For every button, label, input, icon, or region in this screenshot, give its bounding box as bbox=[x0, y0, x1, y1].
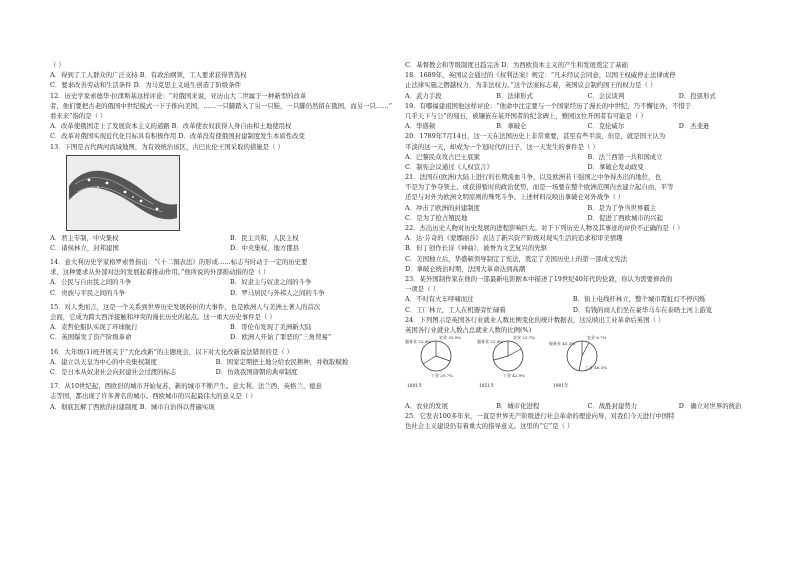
q22-option-b: B．但丁创作长诗《神曲》，被誉为文艺复兴的先驱 bbox=[405, 244, 548, 253]
q23-stem-2: 一项是（ ） bbox=[405, 285, 439, 294]
q13-option-b: B．民主共和，人民主权 bbox=[230, 233, 299, 242]
q21-option-a: A．冲击了欧洲的封建制度 bbox=[405, 203, 480, 212]
q20-option-c: C．制宪会议通过《人权宣言》 bbox=[405, 162, 493, 171]
q23-options-row-1 bbox=[405, 294, 770, 304]
q21-stem-3: 还是与对外为欧洲文明原则的殊死斗争。上述材料反映出拿破仑对外战争（ ） bbox=[405, 193, 625, 202]
q13-option-a: A．君主专制，中央集权 bbox=[50, 233, 119, 242]
q12-options-1: A．改革使俄国走上了发展资本主义的道路 B．改革使农奴获得人身自由和土地使用权 bbox=[50, 122, 292, 131]
q20-options-row-1 bbox=[405, 152, 770, 162]
q23-option-d: D．有钱的商人们坐在豪华马车在泰晤士河上游览 bbox=[572, 305, 713, 314]
q21-options-row-1 bbox=[405, 203, 770, 213]
q24-option-a: A．农业的发展 bbox=[405, 402, 448, 411]
mesopotamia-map bbox=[66, 155, 180, 231]
q18-option-d: D．投票形式 bbox=[678, 91, 716, 100]
pie-1851-year: 1851年 bbox=[479, 384, 495, 390]
pie-1801-year: 1801年 bbox=[407, 384, 423, 390]
map-graphic bbox=[67, 156, 179, 230]
q19-option-d: D．杰斐逊 bbox=[678, 122, 710, 131]
q16-option-a: A．建立以天皇为中心的中央集权制度 bbox=[50, 357, 157, 366]
q13-stem: 13．下图是古代两河流域地图，为有效统治该区，古巴比伦王国采取的措施是（ ） bbox=[50, 142, 284, 151]
q16-option-b: B．国家定期把土地分给农民耕种，并收取赋税 bbox=[215, 357, 349, 366]
q15-options-row-2 bbox=[50, 332, 410, 342]
q20-options-row-2 bbox=[405, 162, 770, 172]
q16-options-row-1 bbox=[50, 357, 410, 367]
right-column bbox=[405, 60, 770, 432]
q13-option-d: D．中央集权，地方郡县 bbox=[230, 243, 300, 252]
q14-stem-1: 14．意大利历史学家格罗索曾指出：“《十二铜表法》的形成……标志当时动于一定的历史要 bbox=[50, 258, 308, 267]
q16-stem: 16．大年级(1)班开展关于“大化改新”的主题班会，以下对大化改新说法错误的是（ ） bbox=[50, 347, 294, 356]
q19-option-a: A．华盛顿 bbox=[405, 122, 436, 131]
paren-blank: （ ） bbox=[50, 61, 65, 69]
pie-1901-label-service: 服务业 45.3% bbox=[549, 341, 575, 347]
q12-options-2: C．改革对俄国实现近代化目标具有积极作用 D．改革没有使俄国封建制度发生本质性改变 bbox=[50, 132, 305, 141]
q23-option-b: B．街上电线杆林立，整个城市霓虹灯不停闪烁 bbox=[572, 295, 706, 304]
q21-option-c: C．是为了抢占殖民地 bbox=[405, 213, 468, 222]
q17-stem-1: 17．从10世纪起，西欧旧的城市开始复苏，新的城市不断产生。意大利、法兰西、英格兰、德意 bbox=[50, 382, 322, 391]
q12-stem-3: 看来来”指的是（ ） bbox=[50, 111, 107, 120]
q14-option-d: D．罗马居民与外邦人之间的斗争 bbox=[230, 288, 325, 297]
pie-1851-label-agri: 农业 21.7% bbox=[513, 335, 535, 341]
q24-option-b: B．城市化进程 bbox=[496, 402, 540, 411]
q19-stem-1: 19．有哪福建祖国他这样评论：“他命中注定要与一个国家经历了漫长的中世纪，乃不懈往外，不惜于 bbox=[405, 101, 692, 110]
pie-1801-label-industry: 工业 29.7% bbox=[431, 373, 453, 379]
q17-options-1: A．彻底瓦解了西欧的封建制度 B．城市自治得以普遍实现 bbox=[50, 402, 215, 411]
q19-option-c: C．克伦威尔 bbox=[587, 122, 625, 131]
q15-stem-2: 会面，它成为跨大西洋接触和冲突的漫长历史的起点。这一重大历史事件是（ ） bbox=[50, 313, 276, 321]
q15-option-a: A．麦哲伦船队实现了环球航行 bbox=[50, 323, 138, 332]
q22-stem: 22．杰出历史人物对历史发展的进程影响巨大。对于下列历史人物及其事迹的评价不正确的是（ ） bbox=[405, 224, 684, 232]
q18-options bbox=[405, 91, 770, 101]
q12-stem-1: 12．历史学家索德华·拉津斯基这样评论：“对俄国来说，亚历山大二世属于一种新型的改革 bbox=[50, 91, 307, 100]
q21-stem-2: 不是为了争夺领土，或获得暂时的政治优势，而是一场要在整个欧洲范围内去建立起自由、平等 bbox=[405, 183, 674, 192]
q14-option-c: C．贵族与平民之间的斗争 bbox=[50, 288, 126, 297]
q11-options-2: C．要求改善劳动和生活条件 D．为马克思主义诞生创造了阶级条件 bbox=[50, 81, 241, 90]
q22-option-d: D．拿破仑统治时期，法国大革命达到高潮 bbox=[405, 264, 526, 273]
q24-option-d: D．确立对世界的统治 bbox=[678, 402, 742, 411]
q17-options-2: C．基督教会和等级制度日趋完善 D．为西欧资本主义的产生和发展奠定了基础 bbox=[405, 61, 628, 69]
q19-stem-2: 几乎天下与公”的刻石，被镶嵌在某开国者的纪念碑上，雅园这位开国者有可能是（ ） bbox=[405, 111, 647, 120]
q21-options-row-2 bbox=[405, 213, 770, 223]
q20-option-b: B．法兰西第一共和国成立 bbox=[587, 152, 663, 161]
q22-option-c: C．美国独立后，华盛顿领导制定了宪法，奠定了美国历史上的第一部成文宪法 bbox=[405, 254, 628, 263]
q20-option-d: D．拿破仑发动政变 bbox=[587, 162, 644, 171]
pie-1901-year: 1901年 bbox=[553, 384, 569, 390]
q23-option-c: C．工厂林立，工人在机器旁忙碌着 bbox=[405, 305, 506, 314]
q15-option-c: C．英国爆发了资产阶级革命 bbox=[50, 333, 132, 342]
q12-stem-2: 者，他们要把古老的俄国中世纪模式一下子推向美国，……一只脚踏入了另一只鞋，一只脚仍然留在俄国，而另一只……” bbox=[50, 101, 392, 110]
q21-stem-1: 21．法国在(欧洲)大陆上进行的长期流血斗争，以及欧洲若干强国之中争得杰出的地位，也 bbox=[405, 173, 661, 182]
pie-1901 bbox=[549, 335, 607, 390]
pie-1851-label-service: 服务业 21.4% bbox=[477, 339, 503, 345]
q23-options-row-2 bbox=[405, 305, 770, 315]
q17-stem-2: 志等国，都出现了许多著名的城市。西欧城市的兴起最伟大的意义是（ ） bbox=[50, 392, 257, 401]
q13-option-c: C．诸侯林立，封邦建国 bbox=[50, 243, 119, 252]
pie-charts bbox=[405, 337, 770, 401]
pie-1851 bbox=[477, 335, 535, 390]
q19-option-b: B．拿破仑 bbox=[496, 122, 527, 131]
q13-options-row-1 bbox=[50, 233, 410, 243]
q21-option-b: B．是为了争当世界霸主 bbox=[587, 203, 657, 212]
q14-stem-2: 求，这种要求从外部对法的发展起着推动作用。”他所说的外部推动指的是（ ） bbox=[50, 268, 270, 277]
q20-option-a: A．巴黎民众攻占巴士底狱 bbox=[405, 152, 480, 161]
q18-option-a: A．武力手段 bbox=[405, 91, 442, 100]
pie-1901-label-industry: 工业 46.3% bbox=[585, 365, 607, 371]
q24-options bbox=[405, 401, 770, 411]
q22-option-a: A．达·芬奇的《蒙娜丽莎》表达了新兴资产阶级对现实生活的追求和审美情趣 bbox=[405, 234, 623, 243]
q25-stem-2: 色社会主义建设仍有着重大的指导意义。这里的“它”是（ ） bbox=[405, 422, 574, 431]
q18-option-b: B．法律形式 bbox=[496, 91, 533, 100]
q24-stem: 24．下列图示是英国各行业就业人数比例变化的统计数据表，这反映出工业革命后英国（ ） bbox=[405, 315, 665, 324]
q20-stem-2: 平淡的这一天，却成为一个划时代的日子，这一天发生的事件是（ ） bbox=[405, 142, 599, 151]
q18-option-c: C．会议谈判 bbox=[587, 91, 625, 100]
q23-option-a: A．不时有火车呼啸而过 bbox=[405, 295, 474, 304]
q14-option-b: B．奴隶主与奴隶之间的斗争 bbox=[230, 278, 312, 287]
pie-1801-label-service: 服务业 23.4% bbox=[405, 339, 431, 345]
q14-options-row-1 bbox=[50, 277, 410, 287]
q18-stem-2: 止法律实施之僭越权力，为非法权力。”这个法案标志着，英国议会制约国王的权力是（ ） bbox=[405, 81, 657, 90]
pie-chart-caption: 英国各行业就业人数占总就业人数的比例(%) bbox=[405, 325, 532, 334]
q14-options-row-2 bbox=[50, 288, 410, 298]
pie-1801 bbox=[405, 335, 461, 390]
q15-option-b: B．哥伦布发现了美洲新大陆 bbox=[230, 323, 312, 332]
q25-stem-1: 25．它发表100多年来，一直是世界无产阶级进行社会革命的理论向导，对我们今天进行中国特 bbox=[405, 412, 675, 421]
q13-options-row-2 bbox=[50, 243, 410, 253]
pie-1801-label-agri: 农业 35.9% bbox=[439, 335, 461, 341]
q18-stem-1: 18．1689年，英国议会通过的《权利法案》规定：“凡未经议会同意，以国王权威停止法律或停 bbox=[405, 71, 676, 80]
pie-1851-label-industry: 工业 42.9% bbox=[503, 373, 525, 379]
q21-option-d: D．促进了西欧城市的兴起 bbox=[587, 213, 663, 222]
q24-option-c: C．战胜封建势力 bbox=[587, 402, 638, 411]
left-column bbox=[50, 60, 410, 412]
q19-options bbox=[405, 121, 770, 131]
q11-options-1: A．得到了工人群众的广泛支持 B．有政治纲领，工人要求获得普选权 bbox=[50, 71, 247, 80]
q23-stem-1: 23．某外国制作家在他的一部最新电影剧本中描述了19世纪40年代的伦敦，你认为需要修改的 bbox=[405, 274, 673, 283]
q20-stem-1: 20．1789年7月14日，这一天在法国历史上非常重要，甚至有些平淡，但是，就是国王认为 bbox=[405, 132, 666, 141]
q16-option-d: D．仿效我国唐朝的典章制度 bbox=[215, 367, 298, 376]
q15-stem-1: 15．对人类而言，这是一个关系到世界历史发展转折的大事件，也是欧洲人与美洲土著人的首次 bbox=[50, 302, 321, 311]
q15-option-d: D．欧洲人开始了罪恶的“三角贸易” bbox=[230, 333, 332, 342]
q15-options-row-1 bbox=[50, 322, 410, 332]
q16-option-c: C．是日本从奴隶社会向封建社会过渡的标志 bbox=[50, 367, 177, 376]
q14-option-a: A．公民与自由民之间的斗争 bbox=[50, 278, 132, 287]
q16-options-row-2 bbox=[50, 367, 410, 377]
pie-1901-label-agri: 农业 8.7% bbox=[587, 335, 607, 341]
